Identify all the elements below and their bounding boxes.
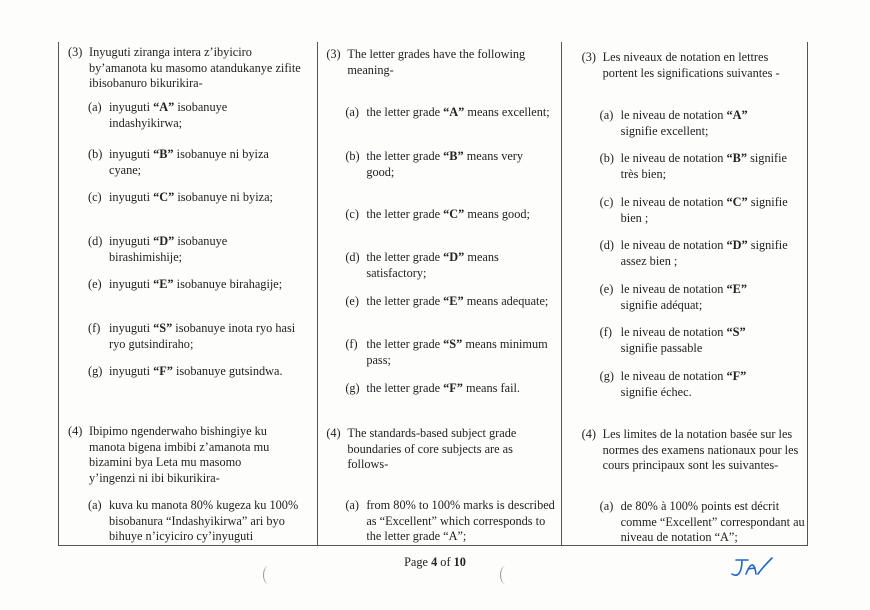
fr-item3-b: (b) le niveau de notation “B” signifie très bien; — [599, 151, 787, 181]
fr-item4-a: (a) de 80% à 100% points est décrit comme “Excellent” correspondant au niveau de notation “A”; — [599, 499, 805, 544]
kinyarwanda-column — [59, 42, 317, 545]
fr-item3-c: (c) le niveau de notation “C” signifie bien ; — [599, 195, 788, 225]
scan-mark-left — [263, 566, 274, 584]
rw-item3-d: (d) inyuguti “D” isobanuye birashimishije; — [88, 234, 228, 264]
en-item3-intro: (3) The letter grades have the following meaning- — [326, 47, 526, 77]
rw-item3-g: (g) inyuguti “F” isobanuye gutsindwa. — [88, 364, 283, 378]
trilingual-table — [58, 42, 808, 546]
fr-item3-f: (f) le niveau de notation “S” signifie passable — [599, 325, 746, 355]
fr-item3-d: (d) le niveau de notation “D” signifie assez bien ; — [599, 238, 788, 268]
en-item3-g: (g) the letter grade “F” means fail. — [345, 381, 520, 395]
scan-mark-right — [500, 566, 511, 584]
en-item4-a: (a) from 80% to 100% marks is described as “Excellent” which corresponds to the letter grade “A”; — [345, 498, 555, 543]
rw-item4-a: (a) kuva ku manota 80% kugeza ku 100% bisobanura “Indashyikirwa” ari byo bihuye n’icyiciro cy’inyuguti — [88, 498, 299, 543]
en-item3-c: (c) the letter grade “C” means good; — [345, 207, 530, 221]
french-column — [561, 42, 807, 545]
rw-item3-a: (a) inyuguti “A” isobanuye indashyikirwa; — [88, 100, 228, 130]
fr-item3-intro: (3) Les niveaux de notation en lettres portent les significations suivantes - — [581, 50, 780, 80]
en-item3-f: (f) the letter grade “S” means minimum pass; — [345, 337, 548, 367]
en-item3-b: (b) the letter grade “B” means very good; — [345, 149, 524, 179]
english-column — [317, 42, 560, 545]
page-footer: Page 4 of 10 — [404, 555, 466, 569]
rw-item4-intro: (4) Ibipimo ngenderwaho bishingiye ku manota bigena imbibi z’amanota mu bizamini bya Leta mu masomo y’ingenzi ni ibi bikurikira- — [68, 424, 270, 485]
rw-item3-intro: (3) Inyuguti ziranga intera z’ibyiciro by’amanota ku masomo atandukanye zifite ibisobanuro bikurikira- — [68, 45, 301, 90]
en-item3-e: (e) the letter grade “E” means adequate; — [345, 294, 549, 308]
fr-item4-intro: (4) Les limites de la notation basée sur les normes des examens nationaux pour les cours principaux sont les suivantes- — [581, 427, 799, 472]
rw-item3-f: (f) inyuguti “S” isobanuye inota ryo hasi ryo gutsindiraho; — [88, 321, 296, 351]
en-item4-intro: (4) The standards-based subject grade boundaries of core subjects are as follows- — [326, 426, 517, 471]
handwritten-initials — [728, 554, 776, 580]
fr-item3-g: (g) le niveau de notation “F” signifie échec. — [599, 369, 747, 399]
rw-item3-e: (e) inyuguti “E” isobanuye birahagije; — [88, 277, 283, 291]
en-item3-d: (d) the letter grade “D” means satisfactory; — [345, 250, 499, 280]
fr-item3-a: (a) le niveau de notation “A” signifie excellent; — [599, 108, 748, 138]
fr-item3-e: (e) le niveau de notation “E” signifie adéquat; — [599, 282, 748, 312]
rw-item3-b: (b) inyuguti “B” isobanuye ni byiza cyane; — [88, 147, 269, 177]
rw-item3-c: (c) inyuguti “C” isobanuye ni byiza; — [88, 190, 273, 204]
en-item3-a: (a) the letter grade “A” means excellent; — [345, 105, 550, 119]
